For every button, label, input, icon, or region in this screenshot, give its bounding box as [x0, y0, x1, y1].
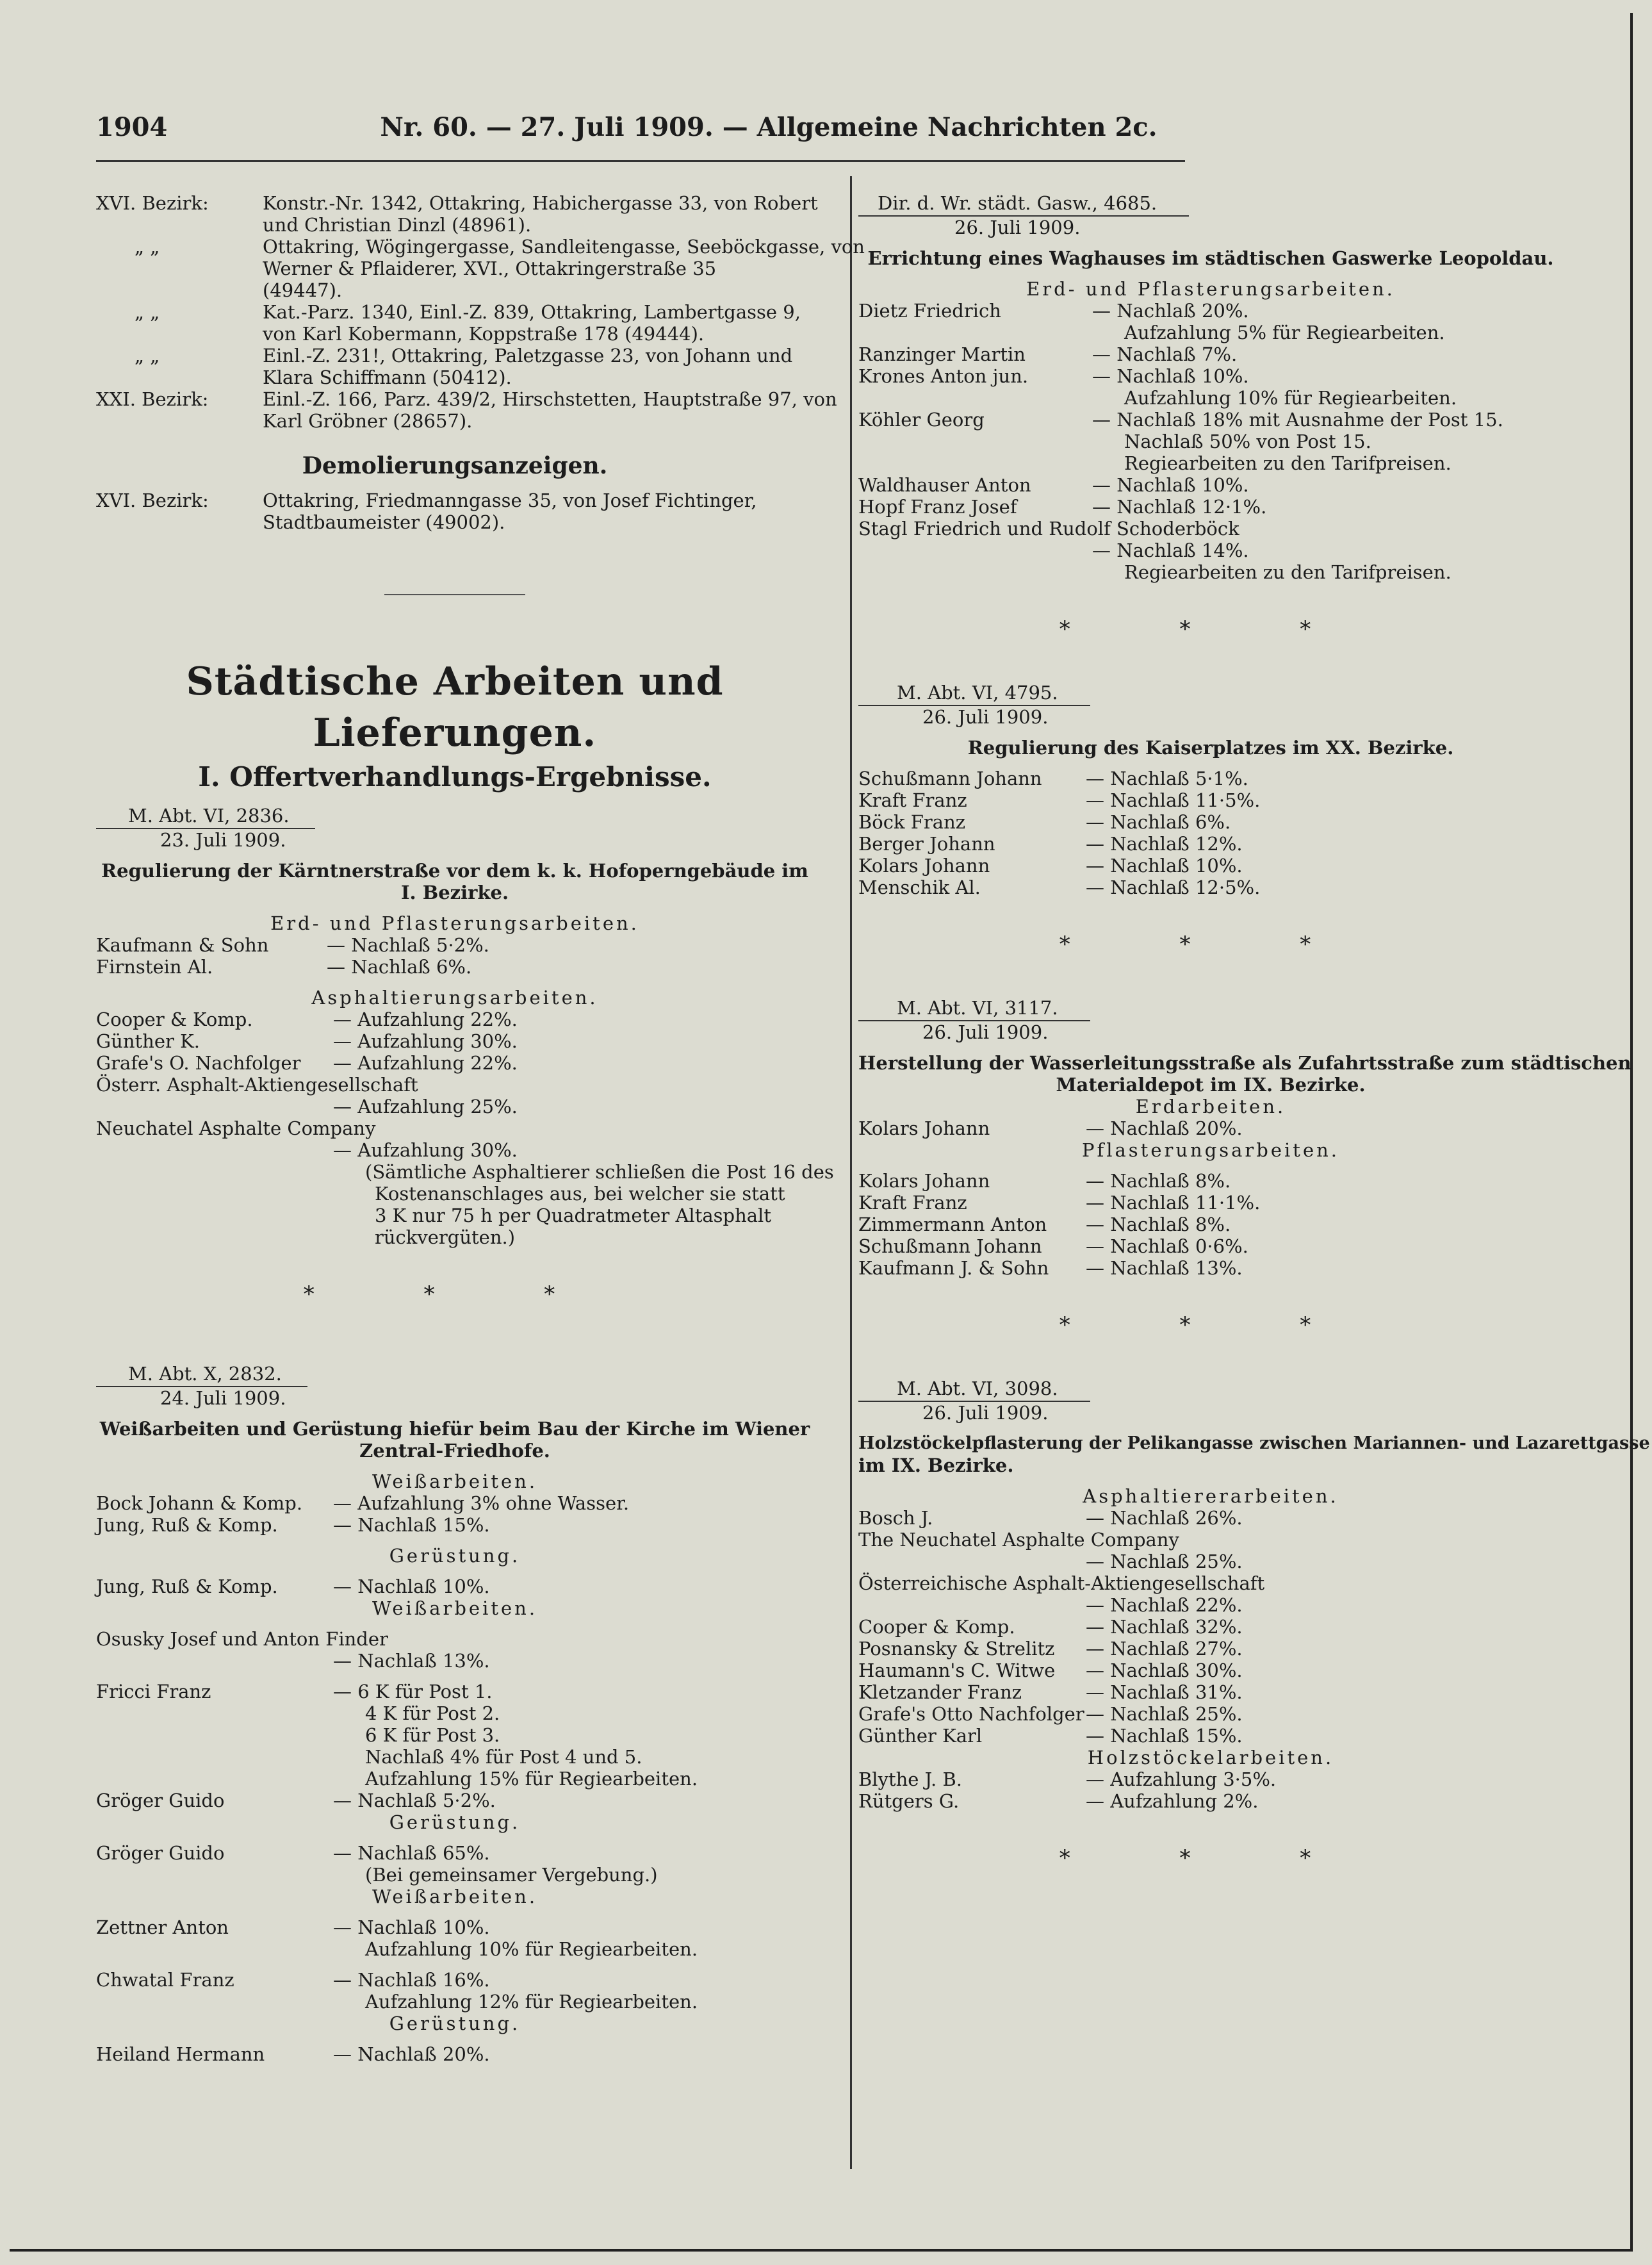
- bid-entry: [858, 1257, 1563, 1279]
- bid-entry: [96, 1969, 814, 2013]
- notice-line: (49447).: [263, 279, 343, 301]
- notice-line: und Christian Dinzl (48961).: [263, 214, 532, 236]
- main-title: Städtische Arbeiten und Lieferungen.: [186, 659, 724, 755]
- notice: [96, 388, 837, 432]
- bidder-name: Kolars Johann: [858, 1170, 990, 1192]
- work-type: Gerüstung.: [389, 1811, 521, 1833]
- bid-entry: [858, 833, 1563, 855]
- work-type: Gerüstung.: [389, 2013, 521, 2034]
- bid-value: 6 K für Post 3.: [365, 1724, 500, 1746]
- bid-value: — Nachlaß 32%.: [1086, 1616, 1243, 1638]
- bidder-name: Rütgers G.: [858, 1790, 960, 1812]
- bidder-name: Firnstein Al.: [96, 956, 213, 978]
- bid-value: — Nachlaß 26%.: [1086, 1507, 1243, 1529]
- bidder-name: Fricci Franz: [96, 1681, 211, 1702]
- bid-value: — Aufzahlung 3·5%.: [1086, 1768, 1277, 1790]
- bid-value: — Nachlaß 15%.: [1086, 1725, 1243, 1747]
- section-title: Holzstöckelpflasterung der Pelikangasse zwischen Mariannen- und Lazarettgasse: [858, 1433, 1650, 1453]
- work-type: Gerüstung.: [389, 1545, 521, 1567]
- bid-entry: [858, 1638, 1563, 1660]
- bidder-name: Stagl Friedrich und Rudolf Schoderböck: [858, 518, 1239, 539]
- page-number: 1904: [96, 112, 168, 142]
- bid-value: — Aufzahlung 30%.: [333, 1139, 518, 1161]
- notice: [96, 301, 814, 345]
- bid-entry: [96, 2043, 814, 2065]
- bid-entry: [858, 768, 1563, 789]
- bidder-name: Osusky Josef und Anton Finder: [96, 1628, 388, 1650]
- bid-value: — Nachlaß 18% mit Ausnahme der Post 15.: [1092, 409, 1503, 431]
- work-type: Erdarbeiten.: [1135, 1096, 1286, 1117]
- note-line: rückvergüten.): [375, 1226, 516, 1248]
- bidder-name: Haumann's C. Witwe: [858, 1660, 1056, 1681]
- bid-value: — Nachlaß 11·5%.: [1086, 789, 1261, 811]
- bid-entry: [858, 1703, 1563, 1725]
- bid-entry: [858, 1214, 1563, 1235]
- bid-entry: [96, 1514, 814, 1536]
- bidder-name: Zimmermann Anton: [858, 1214, 1047, 1235]
- work-type: Weißarbeiten.: [372, 1597, 538, 1619]
- bid-entry: [96, 1681, 814, 1790]
- bid-value: — Nachlaß 15%.: [333, 1514, 490, 1536]
- bidder-name: Neuchatel Asphalte Company: [96, 1117, 376, 1139]
- section-divider: [384, 594, 525, 595]
- work-type: Erd- und Pflasterungsarbeiten.: [270, 912, 639, 934]
- date: 24. Juli 1909.: [160, 1387, 286, 1409]
- demolition-heading: Demolierungsanzeigen.: [302, 452, 608, 479]
- notice-label: XVI. Bezirk:: [96, 490, 209, 511]
- notice-line: Kat.-Parz. 1340, Einl.-Z. 839, Ottakring, Lambertgasse 9,: [263, 301, 801, 323]
- bid-entry: [858, 343, 1563, 365]
- note-line: Kostenanschlages aus, bei welcher sie statt: [375, 1183, 785, 1205]
- bid-entry: [858, 300, 1563, 343]
- work-type: Holzstöckelarbeiten.: [1087, 1747, 1334, 1768]
- bid-entry: [858, 811, 1563, 833]
- demolition-notice: [96, 490, 814, 533]
- work-type: Pflasterungsarbeiten.: [1081, 1139, 1340, 1161]
- reference-number: M. Abt. VI, 4795.: [858, 682, 1090, 706]
- notice-line: von Karl Kobermann, Koppstraße 178 (49444).: [263, 323, 705, 345]
- date: 26. Juli 1909.: [922, 1402, 1049, 1424]
- bidder-name: Kolars Johann: [858, 855, 990, 877]
- bid-entry: [96, 1030, 814, 1052]
- bidder-name: The Neuchatel Asphalte Company: [858, 1529, 1179, 1551]
- header-rule: [96, 160, 1185, 162]
- bid-entry: [858, 877, 1563, 898]
- section-title: Zentral-Friedhofe.: [359, 1440, 550, 1462]
- bidder-name: Berger Johann: [858, 833, 995, 855]
- right-column: [858, 192, 1650, 1871]
- bidder-name: Posnansky & Strelitz: [858, 1638, 1055, 1660]
- bid-value: — Nachlaß 12·1%.: [1092, 496, 1267, 518]
- bid-value: — Nachlaß 5·1%.: [1086, 768, 1248, 789]
- bid-value: — Aufzahlung 25%.: [333, 1096, 518, 1117]
- bidder-name: Hopf Franz Josef: [858, 496, 1017, 518]
- notice-label: „ „: [135, 345, 160, 367]
- bidder-name: Günther K.: [96, 1030, 200, 1052]
- bid-entry: [858, 1616, 1563, 1638]
- bid-value: — Nachlaß 65%.: [333, 1842, 490, 1864]
- bid-value: — Nachlaß 22%.: [1086, 1594, 1243, 1616]
- work-type: Asphaltierungsarbeiten.: [311, 987, 598, 1009]
- work-type: Asphaltiererarbeiten.: [1083, 1485, 1339, 1507]
- notice: [96, 192, 818, 236]
- bidder-name: Cooper & Komp.: [96, 1009, 253, 1030]
- bid-value: Aufzahlung 12% für Regiearbeiten.: [365, 1991, 698, 2013]
- bidder-name: Österr. Asphalt-Aktiengesellschaft: [96, 1074, 418, 1096]
- notice-label: „ „: [135, 301, 160, 323]
- work-type: Erd- und Pflasterungsarbeiten.: [1026, 278, 1395, 300]
- bid-entry: [858, 496, 1563, 518]
- bid-entry: [858, 1725, 1563, 1747]
- bid-value: — Nachlaß 31%.: [1086, 1681, 1243, 1703]
- date: 26. Juli 1909.: [922, 706, 1049, 728]
- bidder-name: Schußmann Johann: [858, 768, 1042, 789]
- bid-entry: [858, 1790, 1563, 1812]
- bid-entry: [858, 1170, 1563, 1192]
- bid-value: 4 K für Post 2.: [365, 1702, 500, 1724]
- bid-entry: [858, 1507, 1563, 1529]
- page-header: [96, 112, 1185, 151]
- bid-entry: [96, 1492, 814, 1514]
- bidder-name: Chwatal Franz: [96, 1969, 234, 1991]
- work-type: Weißarbeiten.: [372, 1470, 538, 1492]
- bid-value: — Nachlaß 25%.: [1086, 1703, 1243, 1725]
- bid-value: — Nachlaß 12·5%.: [1086, 877, 1261, 898]
- bid-value: — Nachlaß 12%.: [1086, 833, 1243, 855]
- bid-entry: [858, 1192, 1563, 1214]
- section-title: Regulierung des Kaiserplatzes im XX. Bezirke.: [967, 737, 1454, 759]
- reference-number: M. Abt. VI, 2836.: [96, 805, 315, 829]
- bidder-name: Kraft Franz: [858, 1192, 967, 1214]
- bidder-name: Waldhauser Anton: [858, 474, 1031, 496]
- bid-entry: [858, 1117, 1563, 1139]
- bidder-name: Schußmann Johann: [858, 1235, 1042, 1257]
- bid-value: — Aufzahlung 2%.: [1086, 1790, 1259, 1812]
- bidder-name: Zettner Anton: [96, 1916, 229, 1938]
- bid-value: — Nachlaß 10%.: [1092, 474, 1249, 496]
- bid-entry: [858, 1768, 1563, 1790]
- bidder-name: Kolars Johann: [858, 1117, 990, 1139]
- section-title: Weißarbeiten und Gerüstung hiefür beim Bau der Kirche im Wiener: [99, 1418, 810, 1440]
- bid-value: — Nachlaß 8%.: [1086, 1170, 1231, 1192]
- note-line: 3 K nur 75 h per Quadratmeter Altasphalt: [375, 1205, 771, 1226]
- bid-value: — Nachlaß 14%.: [1092, 539, 1249, 561]
- section-title: I. Bezirke.: [400, 882, 509, 903]
- bid-value: — Nachlaß 20%.: [333, 2043, 490, 2065]
- note-line: (Sämtliche Asphaltierer schließen die Post 16 des: [365, 1161, 834, 1183]
- bidder-name: Günther Karl: [858, 1725, 983, 1747]
- bidder-name: Kaufmann & Sohn: [96, 934, 269, 956]
- reference-number: M. Abt. VI, 3098.: [858, 1378, 1090, 1402]
- bid-value: — Nachlaß 10%.: [1086, 855, 1243, 877]
- bid-value: — Nachlaß 13%.: [1086, 1257, 1243, 1279]
- section-title: Materialdepot im IX. Bezirke.: [1056, 1074, 1366, 1096]
- bidder-name: Gröger Guido: [96, 1790, 225, 1811]
- bid-value: Regiearbeiten zu den Tarifpreisen.: [1124, 452, 1452, 474]
- bid-value: Nachlaß 50% von Post 15.: [1124, 431, 1371, 452]
- bidder-name: Menschik Al.: [858, 877, 981, 898]
- work-type: Weißarbeiten.: [372, 1886, 538, 1907]
- bid-value: Aufzahlung 5% für Regiearbeiten.: [1124, 322, 1445, 343]
- notice-line: Ottakring, Friedmanngasse 35, von Josef Fichtinger,: [263, 490, 757, 511]
- bid-value: Regiearbeiten zu den Tarifpreisen.: [1124, 561, 1452, 583]
- notice-line: Stadtbaumeister (49002).: [263, 511, 505, 533]
- notice-line: Einl.-Z. 231!, Ottakring, Paletzgasse 23, von Johann und: [263, 345, 793, 367]
- bid-entry: [858, 409, 1563, 474]
- section-title: im IX. Bezirke.: [858, 1454, 1014, 1476]
- notice-label: „ „: [135, 236, 160, 258]
- notice-line: Ottakring, Wögingergasse, Sandleitengasse, Seeböckgasse, von: [263, 236, 865, 258]
- bid-value: — Nachlaß 27%.: [1086, 1638, 1243, 1660]
- bid-value: Nachlaß 4% für Post 4 und 5.: [365, 1746, 642, 1768]
- section-separator-stars: * * *: [1059, 616, 1362, 642]
- section-title: Regulierung der Kärntnerstraße vor dem k. k. Hofoperngebäude im: [101, 860, 808, 882]
- notice: [96, 236, 865, 301]
- bidder-name: Cooper & Komp.: [858, 1616, 1015, 1638]
- bid-value: Aufzahlung 15% für Regiearbeiten.: [365, 1768, 698, 1790]
- section-separator-stars: * * *: [1059, 1312, 1362, 1338]
- bid-value: — Nachlaß 13%.: [333, 1650, 490, 1672]
- bid-entry: [858, 855, 1563, 877]
- bidder-name: Ranzinger Martin: [858, 343, 1026, 365]
- section-title: Errichtung eines Waghauses im städtischen Gaswerke Leopoldau.: [867, 247, 1554, 269]
- notice-label: XXI. Bezirk:: [96, 388, 209, 410]
- bid-value: — Nachlaß 10%.: [333, 1576, 490, 1597]
- bid-entry: [858, 789, 1563, 811]
- bidder-name: Bosch J.: [858, 1507, 933, 1529]
- column-rule: [850, 176, 852, 2169]
- bidder-name: Blythe J. B.: [858, 1768, 963, 1790]
- bid-value: — Nachlaß 5·2%.: [333, 1790, 496, 1811]
- bidder-name: Bock Johann & Komp.: [96, 1492, 303, 1514]
- bid-value: — Aufzahlung 22%.: [333, 1009, 518, 1030]
- date: 26. Juli 1909.: [922, 1021, 1049, 1043]
- main-subtitle: I. Offertverhandlungs-Ergebnisse.: [198, 761, 712, 793]
- bid-value: — Nachlaß 6%.: [327, 956, 472, 978]
- building-notices: [96, 192, 865, 432]
- bid-value: — Nachlaß 30%.: [1086, 1660, 1243, 1681]
- bid-value: — Nachlaß 8%.: [1086, 1214, 1231, 1235]
- bid-entry: [96, 1576, 814, 1597]
- bid-entry: [96, 1916, 814, 1960]
- date: 26. Juli 1909.: [954, 217, 1081, 238]
- notice-label: XVI. Bezirk:: [96, 192, 209, 214]
- bid-value: (Bei gemeinsamer Vergebung.): [365, 1864, 658, 1886]
- bid-value: — Nachlaß 10%.: [333, 1916, 490, 1938]
- bid-entry: [858, 1681, 1563, 1703]
- bid-entry: [858, 1660, 1563, 1681]
- section-title: Herstellung der Wasserleitungsstraße als Zufahrtsstraße zum städtischen: [858, 1052, 1632, 1074]
- bid-value: — Aufzahlung 3% ohne Wasser.: [333, 1492, 630, 1514]
- bid-entry: [96, 956, 814, 978]
- notice-line: Werner & Pflaiderer, XVI., Ottakringerstraße 35: [263, 258, 717, 279]
- bidder-name: Kraft Franz: [858, 789, 967, 811]
- notice: [96, 345, 814, 388]
- bidder-name: Grafe's O. Nachfolger: [96, 1052, 301, 1074]
- bid-value: Aufzahlung 10% für Regiearbeiten.: [365, 1938, 698, 1960]
- notice-line: Konstr.-Nr. 1342, Ottakring, Habichergasse 33, von Robert: [263, 192, 818, 214]
- bid-entry: [96, 934, 814, 956]
- bidder-name: Heiland Hermann: [96, 2043, 265, 2065]
- reference-number: M. Abt. VI, 3117.: [858, 997, 1090, 1021]
- notice-line: Klara Schiffmann (50412).: [263, 367, 512, 388]
- bid-entry: [96, 1052, 814, 1074]
- notice-line: Einl.-Z. 166, Parz. 439/2, Hirschstetten, Hauptstraße 97, von: [263, 388, 837, 410]
- bidder-name: Dietz Friedrich: [858, 300, 1001, 322]
- bidder-name: Österreichische Asphalt-Aktiengesellschaft: [858, 1572, 1265, 1594]
- bid-value: — Nachlaß 16%.: [333, 1969, 490, 1991]
- bidder-name: Grafe's Otto Nachfolger: [858, 1703, 1084, 1725]
- bid-value: — Nachlaß 5·2%.: [327, 934, 489, 956]
- bidder-name: Kletzander Franz: [858, 1681, 1022, 1703]
- section-separator-stars: * * *: [1059, 932, 1362, 957]
- bid-value: — 6 K für Post 1.: [333, 1681, 493, 1702]
- bidder-name: Jung, Ruß & Komp.: [96, 1514, 278, 1536]
- bid-value: — Nachlaß 11·1%.: [1086, 1192, 1261, 1214]
- bid-entry: [858, 1235, 1563, 1257]
- bid-value: — Nachlaß 20%.: [1086, 1117, 1243, 1139]
- section-separator-stars: * * *: [303, 1281, 607, 1307]
- bidder-name: Köhler Georg: [858, 409, 985, 431]
- bidder-name: Jung, Ruß & Komp.: [96, 1576, 278, 1597]
- reference-number: M. Abt. X, 2832.: [96, 1363, 307, 1387]
- bidder-name: Gröger Guido: [96, 1842, 225, 1864]
- bid-entry: [858, 365, 1563, 409]
- bid-value: — Nachlaß 20%.: [1092, 300, 1249, 322]
- bid-entry: [858, 474, 1563, 496]
- bid-value: — Nachlaß 7%.: [1092, 343, 1238, 365]
- notice-line: Karl Gröbner (28657).: [263, 410, 473, 432]
- left-column: [96, 192, 865, 2065]
- bidder-name: Kaufmann J. & Sohn: [858, 1257, 1049, 1279]
- bid-value: — Nachlaß 6%.: [1086, 811, 1231, 833]
- running-title: Nr. 60. — 27. Juli 1909. — Allgemeine Nachrichten 2c.: [380, 112, 1157, 142]
- bid-entry: [96, 1790, 814, 1811]
- section-separator-stars: * * *: [1059, 1845, 1362, 1871]
- note: [96, 1161, 834, 1248]
- date: 23. Juli 1909.: [160, 829, 286, 851]
- bidder-name: Krones Anton jun.: [858, 365, 1029, 387]
- bid-value: Aufzahlung 10% für Regiearbeiten.: [1124, 387, 1457, 409]
- bid-entry: [96, 1009, 814, 1030]
- bid-value: — Aufzahlung 22%.: [333, 1052, 518, 1074]
- reference-number: Dir. d. Wr. städt. Gasw., 4685.: [858, 192, 1189, 217]
- bid-value: — Nachlaß 25%.: [1086, 1551, 1243, 1572]
- bidder-name: Böck Franz: [858, 811, 966, 833]
- bid-value: — Nachlaß 10%.: [1092, 365, 1249, 387]
- bid-value: — Nachlaß 0·6%.: [1086, 1235, 1248, 1257]
- bid-values: [858, 539, 1563, 583]
- bid-entry: [96, 1842, 814, 1886]
- bid-value: — Aufzahlung 30%.: [333, 1030, 518, 1052]
